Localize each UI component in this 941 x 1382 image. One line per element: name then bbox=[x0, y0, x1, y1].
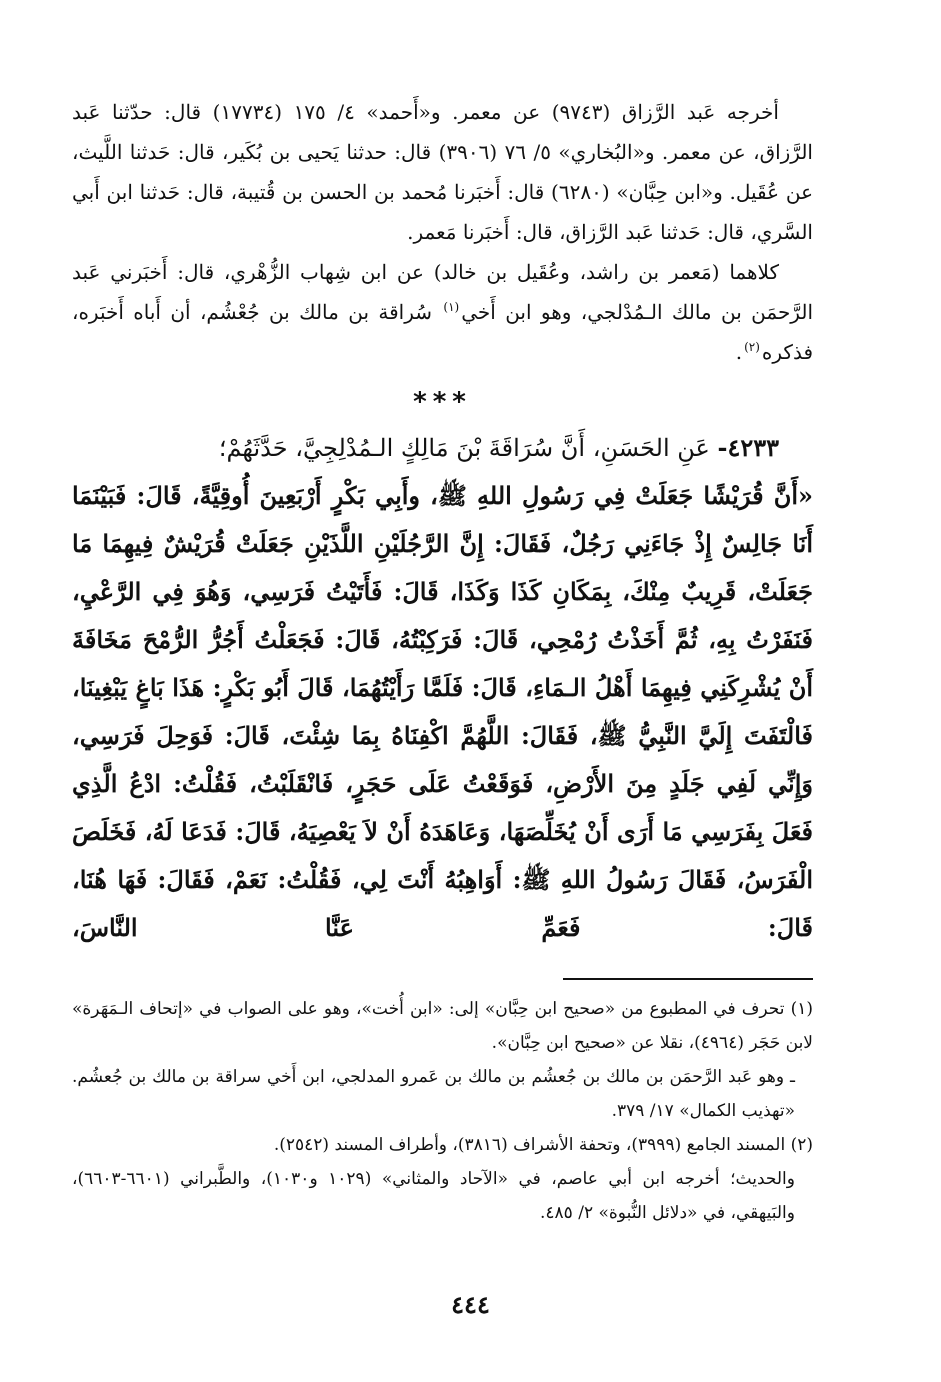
hadith-number: ٤٢٣٣- bbox=[717, 433, 779, 462]
footnote-marker-2: (٢) bbox=[744, 340, 760, 355]
isnad-text-part-1: كلاهما (مَعمر بن راشد، وعُقَيل بن خالد) عن ابن شِهاب الزُّهْري، قال: أَخبَرني عَبد الرَّحمَن بن مالك الـمُدْلجي، وهو ابن أَخي bbox=[72, 260, 813, 324]
hadith-text: «أَنَّ قُرَيْشًا جَعَلَتْ فِي رَسُولِ اللهِ ﷺ، وأَبِي بَكْرٍ أَرْبَعِينَ أُوقِيَّةً، قَالَ: فَبَيْنَمَا أَنَا جَالِسٌ إِذْ جَاءَنِي رَجُلٌ، فَقَالَ: إِنَّ الرَّجُلَيْنِ اللَّذَيْنِ جَعَلَتْ قُرَيْشٌ فِيهِمَا مَا جَعَلَتْ، قَرِيبٌ مِنْكَ، بِمَكَانِ كَذَا وَكَذَا، قَالَ: فَأَتَيْتُ فَرَسِي، وَهُوَ فِي الرَّعْيِ، فَنَفَرْتُ بِهِ، ثُمَّ أَخَذْتُ رُمْحِي، قَالَ: فَرَكِبْتُهُ، قَالَ: فَجَعَلْتُ أَجُرُّ الرُّمْحَ مَخَافَةَ أَنْ يُشْرِكَنِي فِيهِمَا أَهْلُ الـمَاءِ، قَالَ: فَلَمَّا رَأَيْتُهُمَا، قَالَ أَبُو بَكْرٍ: هَذَا بَاغٍ يَبْغِينَا، فَالْتَفَتَ إِلَيَّ النَّبِيُّ ﷺ، فَقَالَ: اللَّهُمَّ اكْفِنَاهُ بِمَا شِئْتَ، قَالَ: فَوَحِلَ فَرَسِي، وَإِنِّي لَفِي جَلَدٍ مِنَ الأَرْضِ، فَوَقَعْتُ عَلَى حَجَرٍ، فَانْقَلَبْتُ، فَقُلْتُ: ادْعُ الَّذِي فَعَلَ بِفَرَسِي مَا أَرَى أَنْ يُخَلِّصَهَا، وَعَاهَدَهُ أَنْ لاَ يَعْصِيَهُ، قَالَ: فَدَعَا لَهُ، فَخَلَصَ الْفَرَسُ، فَقَالَ رَسُولُ اللهِ ﷺ: أَوَاهِبُهُ أَنْتَ لِي، فَقُلْتُ: نَعَمْ، فَقَالَ: فَهَا هُنَا، قَالَ: فَعَمِّ عَنَّا النَّاسَ، bbox=[72, 481, 813, 942]
page-number: ٤٤٤ bbox=[451, 1290, 490, 1319]
takhrij-paragraph bbox=[72, 92, 813, 252]
isnad-paragraph bbox=[72, 252, 813, 372]
hadith-chain: عَنِ الحَسَنِ، أَنَّ سُرَاقَةَ بْنَ مَالِكٍ الـمُدْلِجِيَّ، حَدَّثَهُمْ؛ bbox=[218, 434, 710, 462]
isnad-end: . bbox=[735, 340, 743, 364]
footnote-divider bbox=[563, 978, 813, 980]
section-separator: *** bbox=[413, 387, 472, 417]
footnote-1-continuation: ـ وهو عَبد الرَّحمَن بن مالك بن جُعشُم بن مالك بن عَمرو المدلجي، ابن أَخي سراقة بن مالك بن جُعشُم. «تهذيب الكمال» ١٧/ ٣٧٩. bbox=[72, 1067, 795, 1121]
takhrij-text: أخرجه عَبد الرَّزاق (٩٧٤٣) عن معمر. و«أَحمد» ٤/ ١٧٥ (١٧٧٣٤) قال: حدّثنا عَبد الرَّزاق، عن معمر. و«البُخاري» ٥/ ٧٦ (٣٩٠٦) قال: حدثنا يَحيى بن بُكَير، قال: حَدثنا اللَّيث، عن عُقَيل. و«ابن حِبَّان» (٦٢٨٠) قال: أَخبَرنا مُحمد بن الحسن بن قُتيبة، قال: حَدثنا ابن أَبي السَّري، قال: حَدثنا عَبد الرَّزاق، قال: أَخبَرنا مَعمر. bbox=[72, 100, 814, 244]
footnote-2: (٢) المسند الجامع (٣٩٩٩)، وتحفة الأشراف (٣٨١٦)، وأطراف المسند (٢٥٤٢). bbox=[273, 1135, 813, 1155]
footnote-1: (١) تحرف في المطبوع من «صحيح ابن حِبَّان» إلى: «ابن أُخت»، وهو على الصواب في «إتحاف الـمَهَرة» لابن حَجَر (٤٩٦٤)، نقلا عن «صحيح ابن حِبَّان». bbox=[72, 999, 813, 1053]
footnote-marker-1: (١) bbox=[443, 300, 460, 315]
hadith-heading bbox=[72, 424, 813, 472]
footnotes-section bbox=[72, 992, 813, 1230]
isnad-text-part-2: سُراقة بن مالك بن جُعْشُم، أن أَباه أَخبَره، فذكره bbox=[72, 300, 813, 364]
footnote-2-continuation: والحديث؛ أخرجه ابن أبي عاصم، في «الآحاد والمثاني» (١٠٢٩ و١٠٣٠)، والطَّبراني (٦٦٠١-٦٦٠٣)، والبَيهقي، في «دلائل النُّبوة» ٢/ ٤٨٥. bbox=[72, 1169, 795, 1223]
